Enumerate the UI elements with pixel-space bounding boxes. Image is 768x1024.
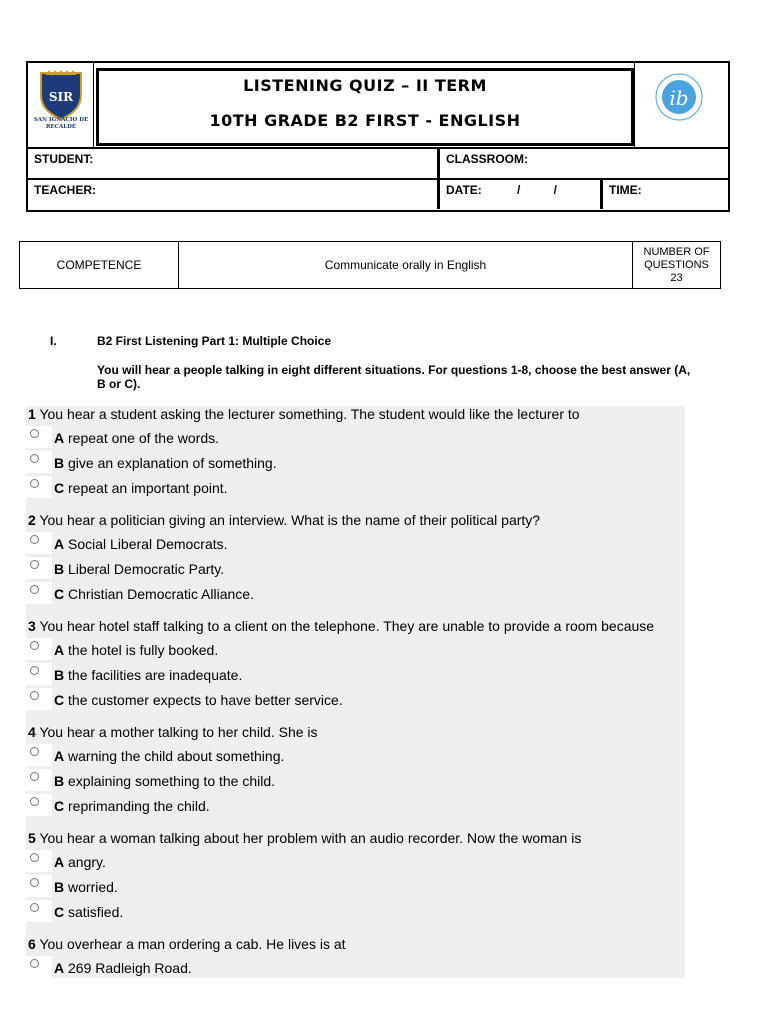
- header-table: [26, 61, 730, 212]
- radio-button[interactable]: [30, 747, 39, 756]
- teacher-row: [28, 178, 728, 209]
- section-title: B2 First Listening Part 1: Multiple Choice: [97, 334, 332, 348]
- questions-count-value: 23: [670, 271, 683, 284]
- competence-label: COMPETENCE: [20, 242, 179, 288]
- radio-button[interactable]: [30, 429, 39, 438]
- radio-button[interactable]: [30, 878, 39, 887]
- student-label: STUDENT:: [34, 152, 94, 166]
- radio-button[interactable]: [30, 691, 39, 700]
- section-instructions: You will hear a people talking in eight different situations. For questions 1-8, choose the best answer (A, B or C).: [97, 363, 691, 391]
- question-3: 3 You hear hotel staff talking to a client on the telephone. They are unable to provide a room because: [28, 618, 655, 634]
- question-1: 1 You hear a student asking the lecturer something. The student would like the lecturer to: [28, 406, 580, 422]
- radio-button[interactable]: [30, 454, 39, 463]
- radio-button[interactable]: [30, 585, 39, 594]
- date-cell: [437, 180, 602, 209]
- questions-count-label: NUMBER OF QUESTIONS: [643, 245, 710, 271]
- grade-title: 10TH GRADE B2 FIRST - ENGLISH: [209, 111, 521, 130]
- radio-button[interactable]: [30, 666, 39, 675]
- school-logo-cell: [28, 63, 94, 147]
- radio-button[interactable]: [30, 797, 39, 806]
- teacher-label: TEACHER:: [34, 183, 96, 197]
- radio-button[interactable]: [30, 903, 39, 912]
- svg-text:ib: ib: [669, 86, 689, 110]
- question-5: 5 You hear a woman talking about her problem with an audio recorder. Now the woman is: [28, 830, 582, 846]
- student-row: [28, 147, 728, 178]
- quiz-title: LISTENING QUIZ – II TERM: [243, 76, 487, 95]
- question-4: 4 You hear a mother talking to her child. She is: [28, 724, 318, 740]
- radio-button[interactable]: [30, 479, 39, 488]
- question-6: 6 You overhear a man ordering a cab. He lives is at: [28, 936, 346, 952]
- ib-logo-icon: [635, 63, 731, 147]
- radio-button[interactable]: [30, 853, 39, 862]
- classroom-label: CLASSROOM:: [437, 149, 728, 178]
- competence-table: [19, 241, 721, 289]
- radio-button[interactable]: [30, 535, 39, 544]
- quiz-area: 1 You hear a student asking the lecturer something. The student would like the lecturer to A repeat one of the words. B give an explanation of something. C repeat an important point. 2 You hear a politician giving an interview. What is the name of their political party? A Social Liberal Democrats. B Liberal Democratic Party. C Christian Democratic Alliance. 3 You hear hotel staff talking to a client on the telephone. They are unable to provide a room because A the hotel is fully booked. B the facilities are inadequate. C the customer expects to have better service. 4 You hear a mother talking to her child. She is A warning the child about something. B explaining something to the child. C reprimanding the child. 5 You hear a woman talking about her problem with an audio recorder. Now the woman is A angry. B worried. C satisfied. 6 You overhear a man ordering a cab. He lives is at A 269 Radleigh Road.: [26, 406, 685, 978]
- radio-button[interactable]: [30, 772, 39, 781]
- title-box: [96, 68, 634, 146]
- date-label: DATE:: [446, 183, 482, 197]
- radio-button[interactable]: [30, 959, 39, 968]
- svg-text:SIR: SIR: [48, 90, 74, 104]
- date-slashes: / /: [517, 183, 558, 197]
- radio-button[interactable]: [30, 641, 39, 650]
- school-name: SAN IGNACIO DE RECALDE: [33, 117, 89, 130]
- questions-count-cell: [633, 242, 720, 288]
- question-2: 2 You hear a politician giving an interview. What is the name of their political party?: [28, 512, 541, 528]
- section-number: I.: [50, 334, 57, 348]
- radio-button[interactable]: [30, 560, 39, 569]
- competence-value: Communicate orally in English: [179, 242, 633, 288]
- ib-logo-cell: [634, 63, 730, 147]
- time-label: TIME:: [600, 180, 728, 209]
